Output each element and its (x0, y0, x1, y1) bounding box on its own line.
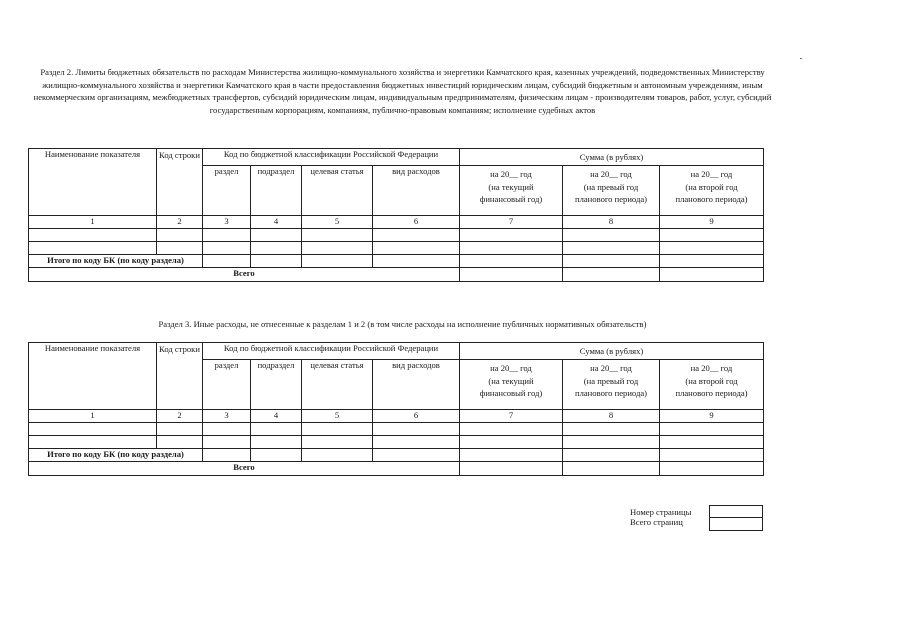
header-name: Наименование показателя (29, 343, 157, 410)
year-label: на 20__ год (690, 363, 733, 373)
col-number: 7 (460, 410, 563, 423)
header-row-code: Код строки (157, 343, 203, 410)
column-numbers-row (29, 410, 764, 423)
itogo-row (29, 255, 764, 268)
col-number: 4 (251, 410, 302, 423)
header-year-plan-1 (563, 360, 660, 410)
col-number: 8 (563, 216, 660, 229)
header-expense-type: вид расходов (373, 166, 460, 216)
vsego-row (29, 268, 764, 282)
year-label: на 20__ год (490, 363, 532, 373)
vsego-row (29, 462, 764, 476)
header-razdel: раздел (203, 166, 251, 216)
itogo-label: Итого по коду БК (по коду раздела) (29, 255, 203, 268)
year-note: планового периода) (675, 388, 748, 398)
header-year-plan-2 (660, 360, 764, 410)
itogo-label: Итого по коду БК (по коду раздела) (29, 449, 203, 462)
col-number: 3 (203, 216, 251, 229)
col-number: 7 (460, 216, 563, 229)
year-note: финансовый год) (479, 194, 543, 204)
header-sum: Сумма (в рублях) (460, 343, 764, 360)
header-podrazdel: подраздел (251, 166, 302, 216)
year-label: на 20__ год (690, 169, 733, 179)
col-number: 5 (302, 410, 373, 423)
year-note: (на второй год (685, 181, 738, 192)
scan-speck (800, 58, 802, 59)
table-row (29, 436, 764, 449)
year-note: планового периода) (574, 388, 648, 398)
column-numbers-row (29, 216, 764, 229)
page-number-label: Номер страницы (630, 507, 692, 517)
header-podrazdel: подраздел (251, 360, 302, 410)
page-box-divider (710, 517, 762, 518)
table-row (29, 229, 764, 242)
section-3-table (28, 342, 764, 476)
col-number: 9 (660, 410, 764, 423)
col-number: 2 (157, 216, 203, 229)
year-note: финансовый год) (479, 388, 543, 398)
page-counter-labels (630, 507, 691, 527)
col-number: 1 (29, 216, 157, 229)
year-label: на 20__ год (590, 363, 632, 373)
year-label: на 20__ год (590, 169, 632, 179)
year-note: планового периода) (675, 194, 748, 204)
itogo-row (29, 449, 764, 462)
vsego-label: Всего (29, 462, 460, 476)
col-number: 1 (29, 410, 157, 423)
table-row (29, 423, 764, 436)
header-target-article: целевая статья (302, 360, 373, 410)
year-note: (на текущий (488, 181, 534, 192)
year-note: планового периода) (574, 194, 648, 204)
col-number: 5 (302, 216, 373, 229)
col-number: 2 (157, 410, 203, 423)
year-note: (на превый год (583, 181, 639, 192)
year-note: (на второй год (685, 375, 738, 386)
header-row-code: Код строки (157, 149, 203, 216)
header-bk: Код по бюджетной классификации Российской Федерации (203, 343, 460, 360)
vsego-label: Всего (29, 268, 460, 282)
col-number: 6 (373, 410, 460, 423)
col-number: 4 (251, 216, 302, 229)
page-counter-boxes (709, 505, 763, 531)
year-note: (на превый год (583, 375, 639, 386)
col-number: 8 (563, 410, 660, 423)
table-row (29, 242, 764, 255)
section-2-table (28, 148, 764, 282)
header-sum: Сумма (в рублях) (460, 149, 764, 166)
header-target-article: целевая статья (302, 166, 373, 216)
header-bk: Код по бюджетной классификации Российской Федерации (203, 149, 460, 166)
header-year-plan-2 (660, 166, 764, 216)
section-2-title: Раздел 2. Лимиты бюджетных обязательств по расходам Министерства жилищно-коммунального хозяйства и энергетики Камчатского края, казенных учреждений, подведомственных Министерству жилищно-коммунального хозяйства и энергетики Камчатского края в части предоставления бюджетных инвестиций юридическим лицам, субсидий бюджетным и автономным учреждениям, иным некоммерческим организациям, межбюджетных трансфертов, субсидий юридическим лицам, индивидуальным предпринимателям, физическим лицам - производителям товаров, работ, услуг, субсидий государственным корпорациям, компаниям, публично-правовым компаниям; исполнение судебных актов (33, 67, 772, 115)
header-expense-type: вид расходов (373, 360, 460, 410)
pages-total-label: Всего страниц (630, 517, 683, 527)
section-3-title: Раздел 3. Иные расходы, не отнесенные к разделам 1 и 2 (в том числе расходы на исполнение публичных нормативных обязательств) (158, 319, 647, 329)
year-label: на 20__ год (490, 169, 532, 179)
col-number: 6 (373, 216, 460, 229)
year-note: (на текущий (488, 375, 534, 386)
col-number: 3 (203, 410, 251, 423)
header-year-current (460, 360, 563, 410)
col-number: 9 (660, 216, 764, 229)
header-year-current (460, 166, 563, 216)
header-razdel: раздел (203, 360, 251, 410)
header-year-plan-1 (563, 166, 660, 216)
header-name: Наименование показателя (29, 149, 157, 216)
